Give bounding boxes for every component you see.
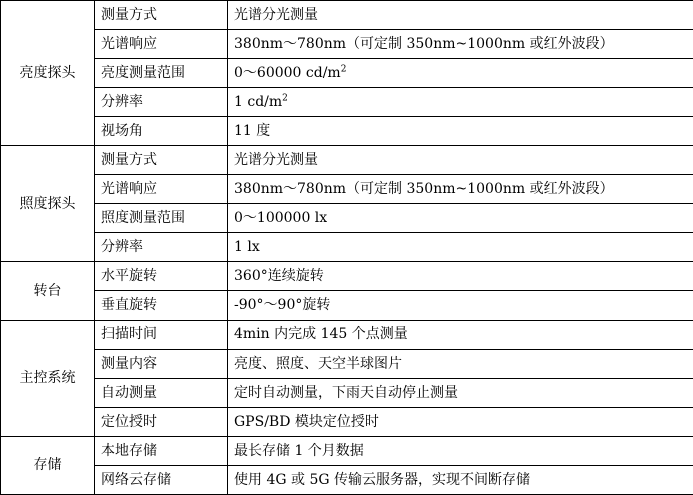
row-item-label: 测量内容 xyxy=(95,349,228,378)
row-item-label: 测量方式 xyxy=(95,146,228,175)
row-value xyxy=(228,88,693,117)
row-item-label: 亮度测量范围 xyxy=(95,59,228,88)
table-row xyxy=(1,407,693,436)
table-row xyxy=(1,262,693,291)
row-value-text: 1 cd/m xyxy=(234,94,283,111)
row-value: 定时自动测量，下雨天自动停止测量 xyxy=(228,378,693,407)
group-label-turntable: 转台 xyxy=(1,262,95,320)
row-item-label: 分辨率 xyxy=(95,88,228,117)
row-value: 0～100000 lx xyxy=(228,204,693,233)
row-item-label: 扫描时间 xyxy=(95,320,228,349)
group-label-storage: 存储 xyxy=(1,436,95,494)
table-row xyxy=(1,465,693,494)
table-row xyxy=(1,146,693,175)
unit-superscript: 2 xyxy=(340,64,347,75)
row-item-label: 定位授时 xyxy=(95,407,228,436)
row-item-label: 测量方式 xyxy=(95,1,228,30)
row-item-label: 水平旋转 xyxy=(95,262,228,291)
row-value xyxy=(228,59,693,88)
table-row xyxy=(1,1,693,30)
row-item-label: 光谱响应 xyxy=(95,175,228,204)
unit-superscript: 2 xyxy=(282,93,288,104)
row-value: -90°～90°旋转 xyxy=(228,291,693,320)
group-label-illuminance-probe: 照度探头 xyxy=(1,146,95,262)
row-value: 11 度 xyxy=(228,117,693,146)
row-item-label: 自动测量 xyxy=(95,378,228,407)
row-value: 最长存储 1 个月数据 xyxy=(228,436,693,465)
row-item-label: 垂直旋转 xyxy=(95,291,228,320)
row-value: 360°连续旋转 xyxy=(228,262,693,291)
table-row xyxy=(1,320,693,349)
row-value: 380nm～780nm（可定制 350nm~1000nm 或红外波段） xyxy=(228,175,693,204)
row-value-text: 0～60000 cd/m xyxy=(234,65,341,82)
row-item-label: 光谱响应 xyxy=(95,30,228,59)
row-value: 光谱分光测量 xyxy=(228,146,693,175)
row-value: 1 lx xyxy=(228,233,693,262)
row-item-label: 本地存储 xyxy=(95,436,228,465)
row-item-label: 网络云存储 xyxy=(95,465,228,494)
table-row xyxy=(1,436,693,465)
row-value: GPS/BD 模块定位授时 xyxy=(228,407,693,436)
table-row xyxy=(1,117,693,146)
row-value: 使用 4G 或 5G 传输云服务器，实现不间断存储 xyxy=(228,465,693,494)
table-row xyxy=(1,30,693,59)
row-item-label: 视场角 xyxy=(95,117,228,146)
group-label-brightness-probe: 亮度探头 xyxy=(1,1,95,146)
table-row xyxy=(1,88,693,117)
table-row xyxy=(1,233,693,262)
table-row xyxy=(1,204,693,233)
row-value: 380nm～780nm（可定制 350nm~1000nm 或红外波段） xyxy=(228,30,693,59)
table-row xyxy=(1,59,693,88)
row-item-label: 照度测量范围 xyxy=(95,204,228,233)
row-item-label: 分辨率 xyxy=(95,233,228,262)
table-row xyxy=(1,291,693,320)
row-value: 光谱分光测量 xyxy=(228,1,693,30)
row-value: 4min 内完成 145 个点测量 xyxy=(228,320,693,349)
group-label-main-control: 主控系统 xyxy=(1,320,95,436)
table-row xyxy=(1,175,693,204)
table-row xyxy=(1,378,693,407)
table-row xyxy=(1,349,693,378)
row-value: 亮度、照度、天空半球图片 xyxy=(228,349,693,378)
